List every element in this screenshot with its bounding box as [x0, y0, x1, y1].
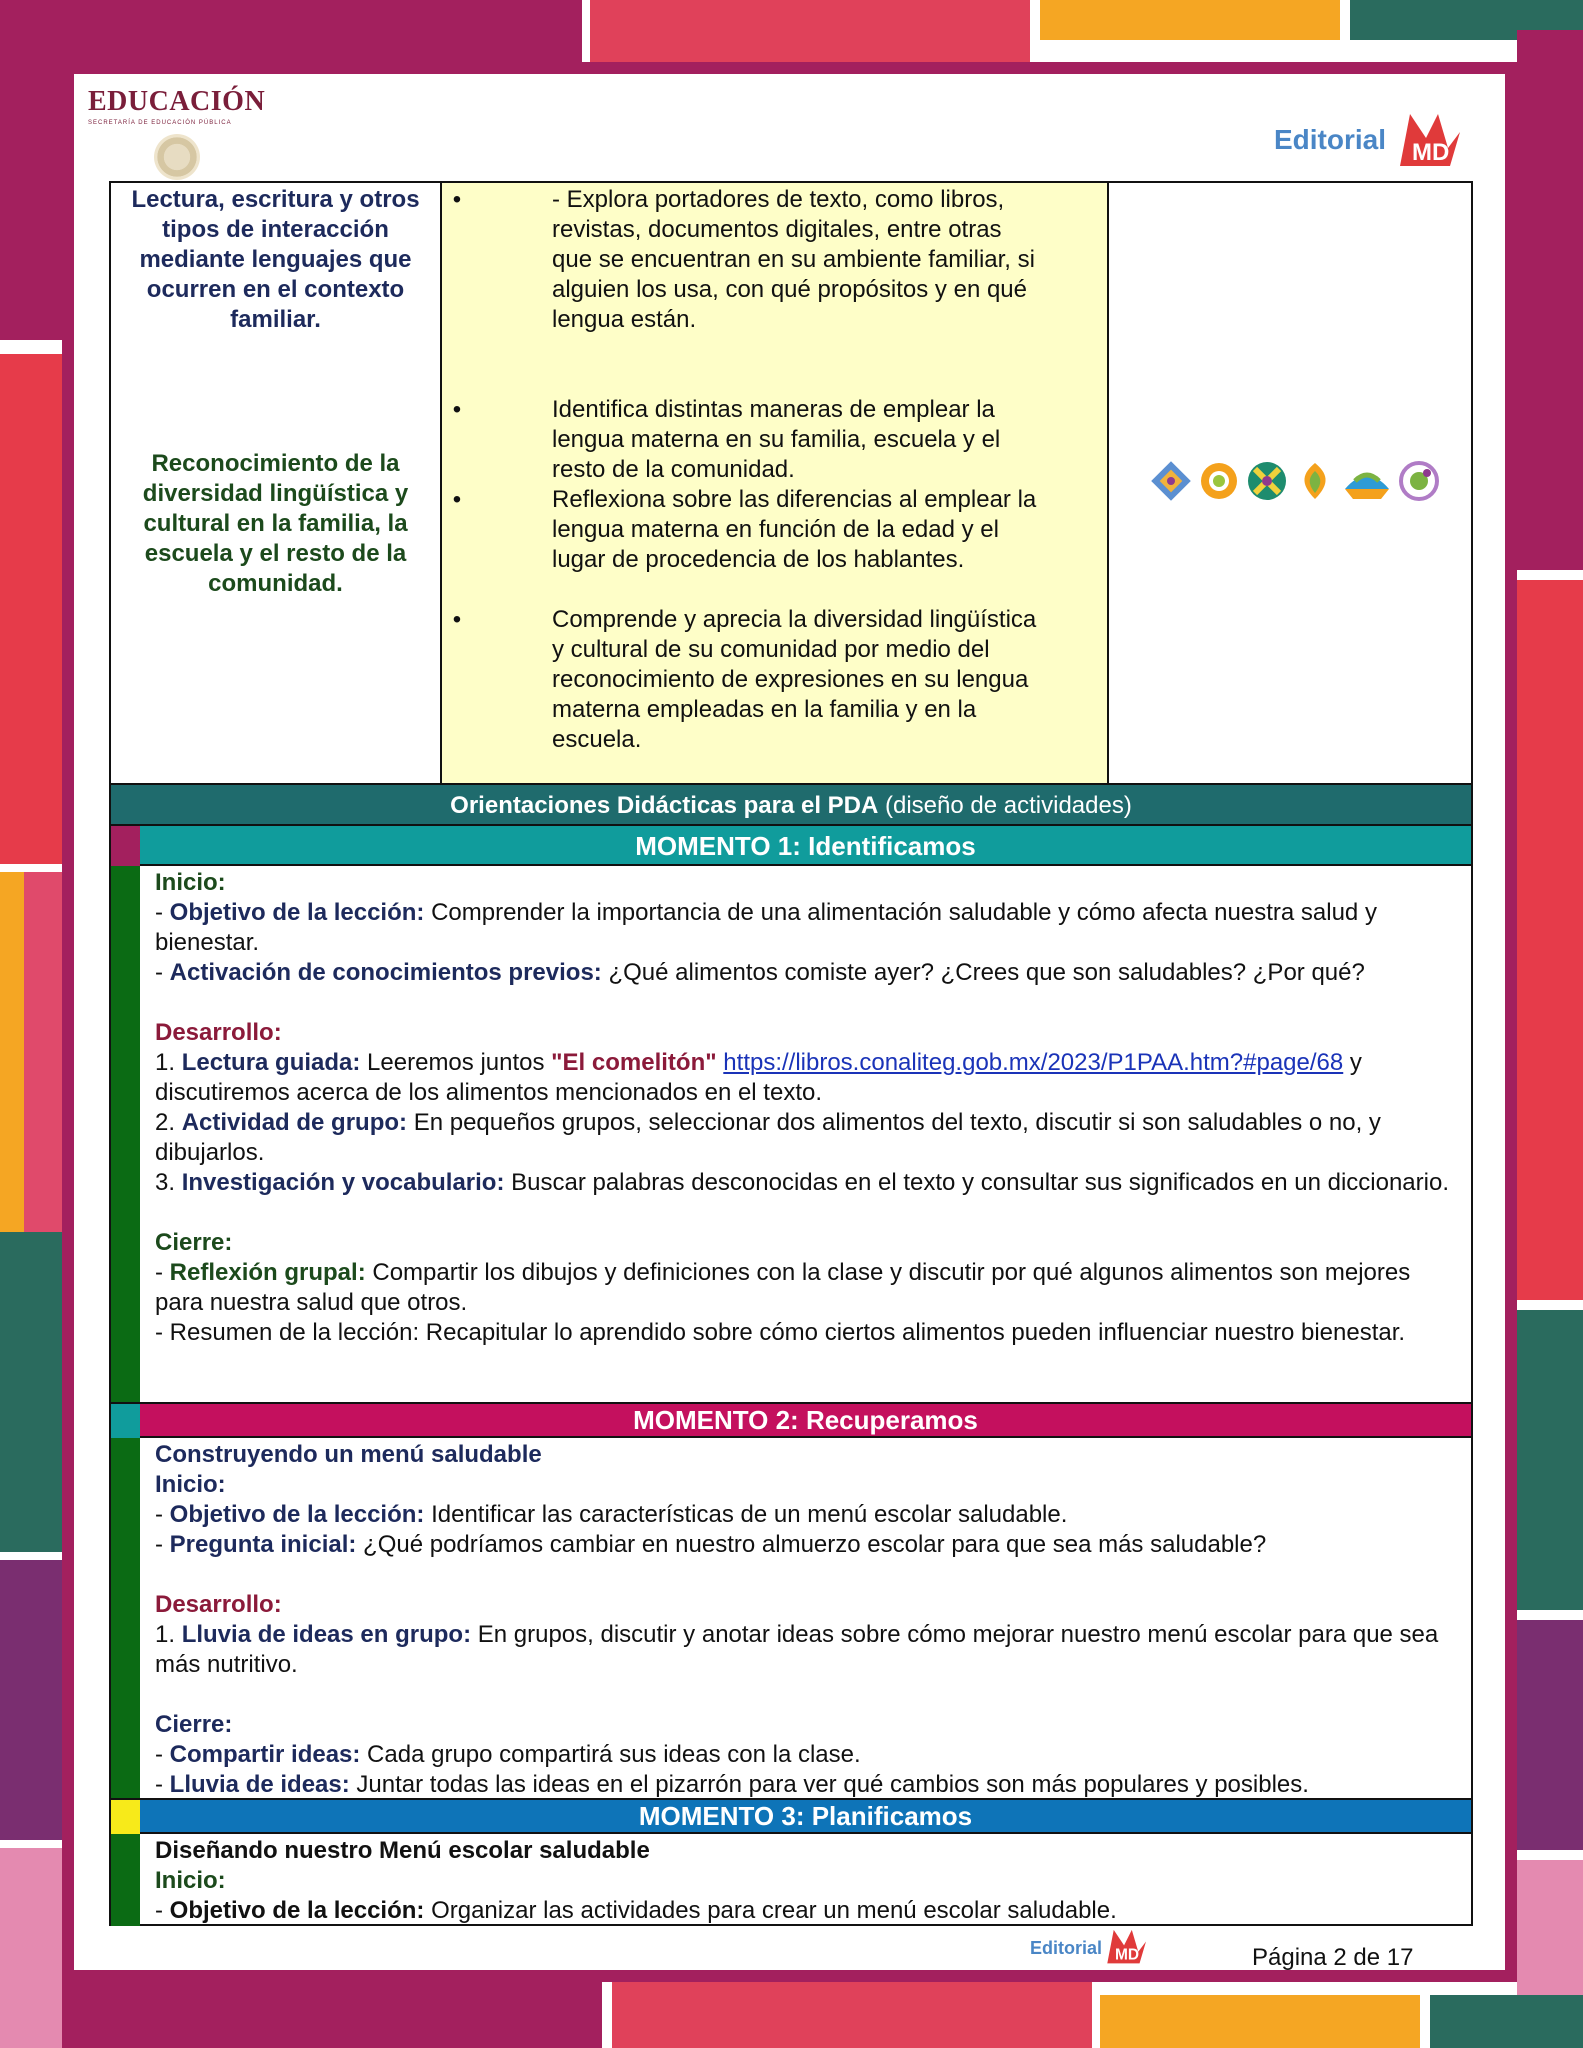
paragraph: - Compartir ideas: Cada grupo compartirá sus ideas con la clase.	[155, 1741, 861, 1768]
footer-editorial-logo	[1030, 1924, 1150, 1964]
inicio-label: Inicio:	[155, 1471, 226, 1498]
background-block	[0, 1848, 62, 2048]
color-strip	[111, 826, 140, 866]
paragraph: - Reflexión grupal: Compartir los dibujos y definiciones con la clase y discutir por qué algunos alimentos son mejores para nuestra salud que otros.	[155, 1259, 1411, 1316]
momento-2-content	[155, 1440, 1457, 1800]
paragraph: 1. Lectura guiada: Leeremos juntos "El comelitón" https://libros.conaliteg.gob.mx/2023/P1PAA.htm?#page/68 y discutiremos acerca de los alimentos mencionados en el texto.	[155, 1049, 1362, 1106]
momento-1-section	[109, 826, 1473, 1402]
background-block	[0, 0, 62, 340]
inicio-label: Inicio:	[155, 869, 226, 896]
momento-3-subtitle: Diseñando nuestro Menú escolar saludable	[155, 1837, 650, 1864]
paragraph: 3. Investigación y vocabulario: Buscar palabras desconocidas en el texto y consultar sus significados en un diccionario.	[155, 1169, 1449, 1196]
background-block	[1430, 1995, 1583, 2048]
axis-icon-1	[1149, 459, 1193, 503]
orientaciones-title: Orientaciones Didácticas para el PDA	[450, 792, 879, 819]
color-strip	[111, 1800, 140, 1834]
md-logo-mark: MD	[1412, 139, 1450, 166]
md-logo-icon	[1104, 1926, 1148, 1966]
background-block	[1100, 1995, 1420, 2048]
background-block	[590, 0, 1030, 62]
color-strip	[111, 866, 140, 1402]
editorial-label: Editorial	[1274, 124, 1387, 155]
paragraph: - Objetivo de la lección: Identificar las características de un menú escolar saludable.	[155, 1501, 1068, 1528]
background-block	[1517, 1310, 1583, 1610]
paragraph: - Objetivo de la lección: Comprender la importancia de una alimentación saludable y cómo afecta nuestra salud y bienestar.	[155, 899, 1377, 956]
bullet-icon	[442, 605, 472, 635]
background-block	[612, 1982, 1092, 2048]
axis-icon-2	[1197, 459, 1241, 503]
axis-icon-4	[1293, 459, 1337, 503]
paragraph: - Objetivo de la lección: Organizar las actividades para crear un menú escolar saludable.	[155, 1897, 1117, 1924]
orientaciones-header	[109, 785, 1473, 826]
sep-logo-subtitle: SECRETARÍA DE EDUCACIÓN PÚBLICA	[88, 120, 232, 126]
orientaciones-subtitle: (diseño de actividades)	[878, 792, 1132, 819]
paragraph: 2. Actividad de grupo: En pequeños grupos, seleccionar dos alimentos del texto, discutir si son saludables o no, y dibujarlos.	[155, 1109, 1381, 1166]
desarrollo-label: Desarrollo:	[155, 1019, 282, 1046]
background-block	[0, 354, 62, 864]
axis-icon-6	[1397, 459, 1441, 503]
momento-1-content	[155, 868, 1457, 1348]
desarrollo-label: Desarrollo:	[155, 1591, 282, 1618]
content-column	[111, 183, 442, 783]
momento-3-title: MOMENTO 3: Planificamos	[140, 1800, 1471, 1834]
background-block	[1517, 1620, 1583, 1850]
axis-icon-3	[1245, 459, 1289, 503]
background-block	[0, 1232, 62, 1552]
momento-3-section	[109, 1798, 1473, 1926]
background-block	[1517, 580, 1583, 1300]
sep-logo-title: EDUCACIÓN	[88, 86, 266, 117]
background-block	[24, 872, 62, 1232]
paragraph: - Pregunta inicial: ¿Qué podríamos cambiar en nuestro almuerzo escolar para que sea más saludable?	[155, 1531, 1267, 1558]
pda-item: • - Explora portadores de texto, como libros, revistas, documentos digitales, entre otras que se encuentran en su ambiente familiar, si alguien los usa, con qué propósitos y en qué lengua están.	[506, 185, 1046, 335]
bullet-icon	[442, 395, 472, 425]
color-strip	[111, 1438, 140, 1800]
content-cell-1: Lectura, escritura y otros tipos de interacción mediante lenguajes que ocurren en el contexto familiar.	[131, 186, 420, 333]
paragraph: - Resumen de la lección: Recapitular lo aprendido sobre cómo ciertos alimentos pueden influenciar nuestro bienestar.	[155, 1319, 1406, 1346]
pda-item: • Identifica distintas maneras de emplear la lengua materna en su familia, escuela y el resto de la comunidad.	[506, 395, 1046, 485]
momento-2-section	[109, 1402, 1473, 1798]
content-cell-2: Reconocimiento de la diversidad lingüística y cultural en la familia, la escuela y el resto de la comunidad.	[142, 450, 409, 597]
seal-icon	[154, 134, 200, 180]
page-number: Página 2 de 17	[1252, 1944, 1414, 1971]
bullet-icon	[442, 485, 472, 515]
axis-icons	[1149, 459, 1441, 503]
md-logo-icon	[1396, 108, 1462, 170]
momento-2-title: MOMENTO 2: Recuperamos	[140, 1404, 1471, 1438]
inicio-label: Inicio:	[155, 1867, 226, 1894]
color-strip	[111, 1404, 140, 1438]
pda-column	[442, 183, 1109, 783]
paragraph: 1. Lluvia de ideas en grupo: En grupos, discutir y anotar ideas sobre cómo mejorar nuestro menú escolar para que sea más nutritivo.	[155, 1621, 1439, 1678]
pda-item: • Comprende y aprecia la diversidad lingüística y cultural de su comunidad por medio del reconocimiento de expresiones en su lengua materna empleadas en la familia y en la escuela.	[506, 605, 1046, 755]
bullet-icon	[442, 185, 472, 215]
footer-editorial-label: Editorial	[1030, 1938, 1103, 1958]
book-link[interactable]: https://libros.conaliteg.gob.mx/2023/P1PAA.htm?#page/68	[723, 1049, 1344, 1076]
cierre-label: Cierre:	[155, 1229, 233, 1256]
background-block	[62, 1982, 602, 2048]
background-block	[0, 872, 24, 1232]
momento-1-title: MOMENTO 1: Identificamos	[140, 826, 1471, 866]
background-block	[0, 1560, 62, 1840]
background-block	[1040, 0, 1340, 40]
cierre-label: Cierre:	[155, 1711, 233, 1738]
background-block	[1517, 30, 1583, 570]
footer-md-logo-mark: MD	[1115, 1946, 1140, 1964]
momento-3-content	[155, 1836, 1457, 1926]
axis-icon-5	[1341, 459, 1393, 503]
background-block	[62, 0, 582, 62]
paragraph: - Activación de conocimientos previos: ¿Qué alimentos comiste ayer? ¿Crees que son saludables? ¿Por qué?	[155, 959, 1365, 986]
pda-table	[109, 181, 1473, 785]
color-strip	[111, 1834, 140, 1926]
sep-logo	[88, 86, 288, 180]
editorial-md-logo	[1270, 102, 1470, 172]
axes-column	[1109, 183, 1471, 783]
momento-2-subtitle: Construyendo un menú saludable	[155, 1441, 542, 1468]
paragraph: - Lluvia de ideas: Juntar todas las ideas en el pizarrón para ver qué cambios son más populares y posibles.	[155, 1771, 1309, 1798]
pda-item: • Reflexiona sobre las diferencias al emplear la lengua materna en función de la edad y el lugar de procedencia de los hablantes.	[506, 485, 1046, 575]
